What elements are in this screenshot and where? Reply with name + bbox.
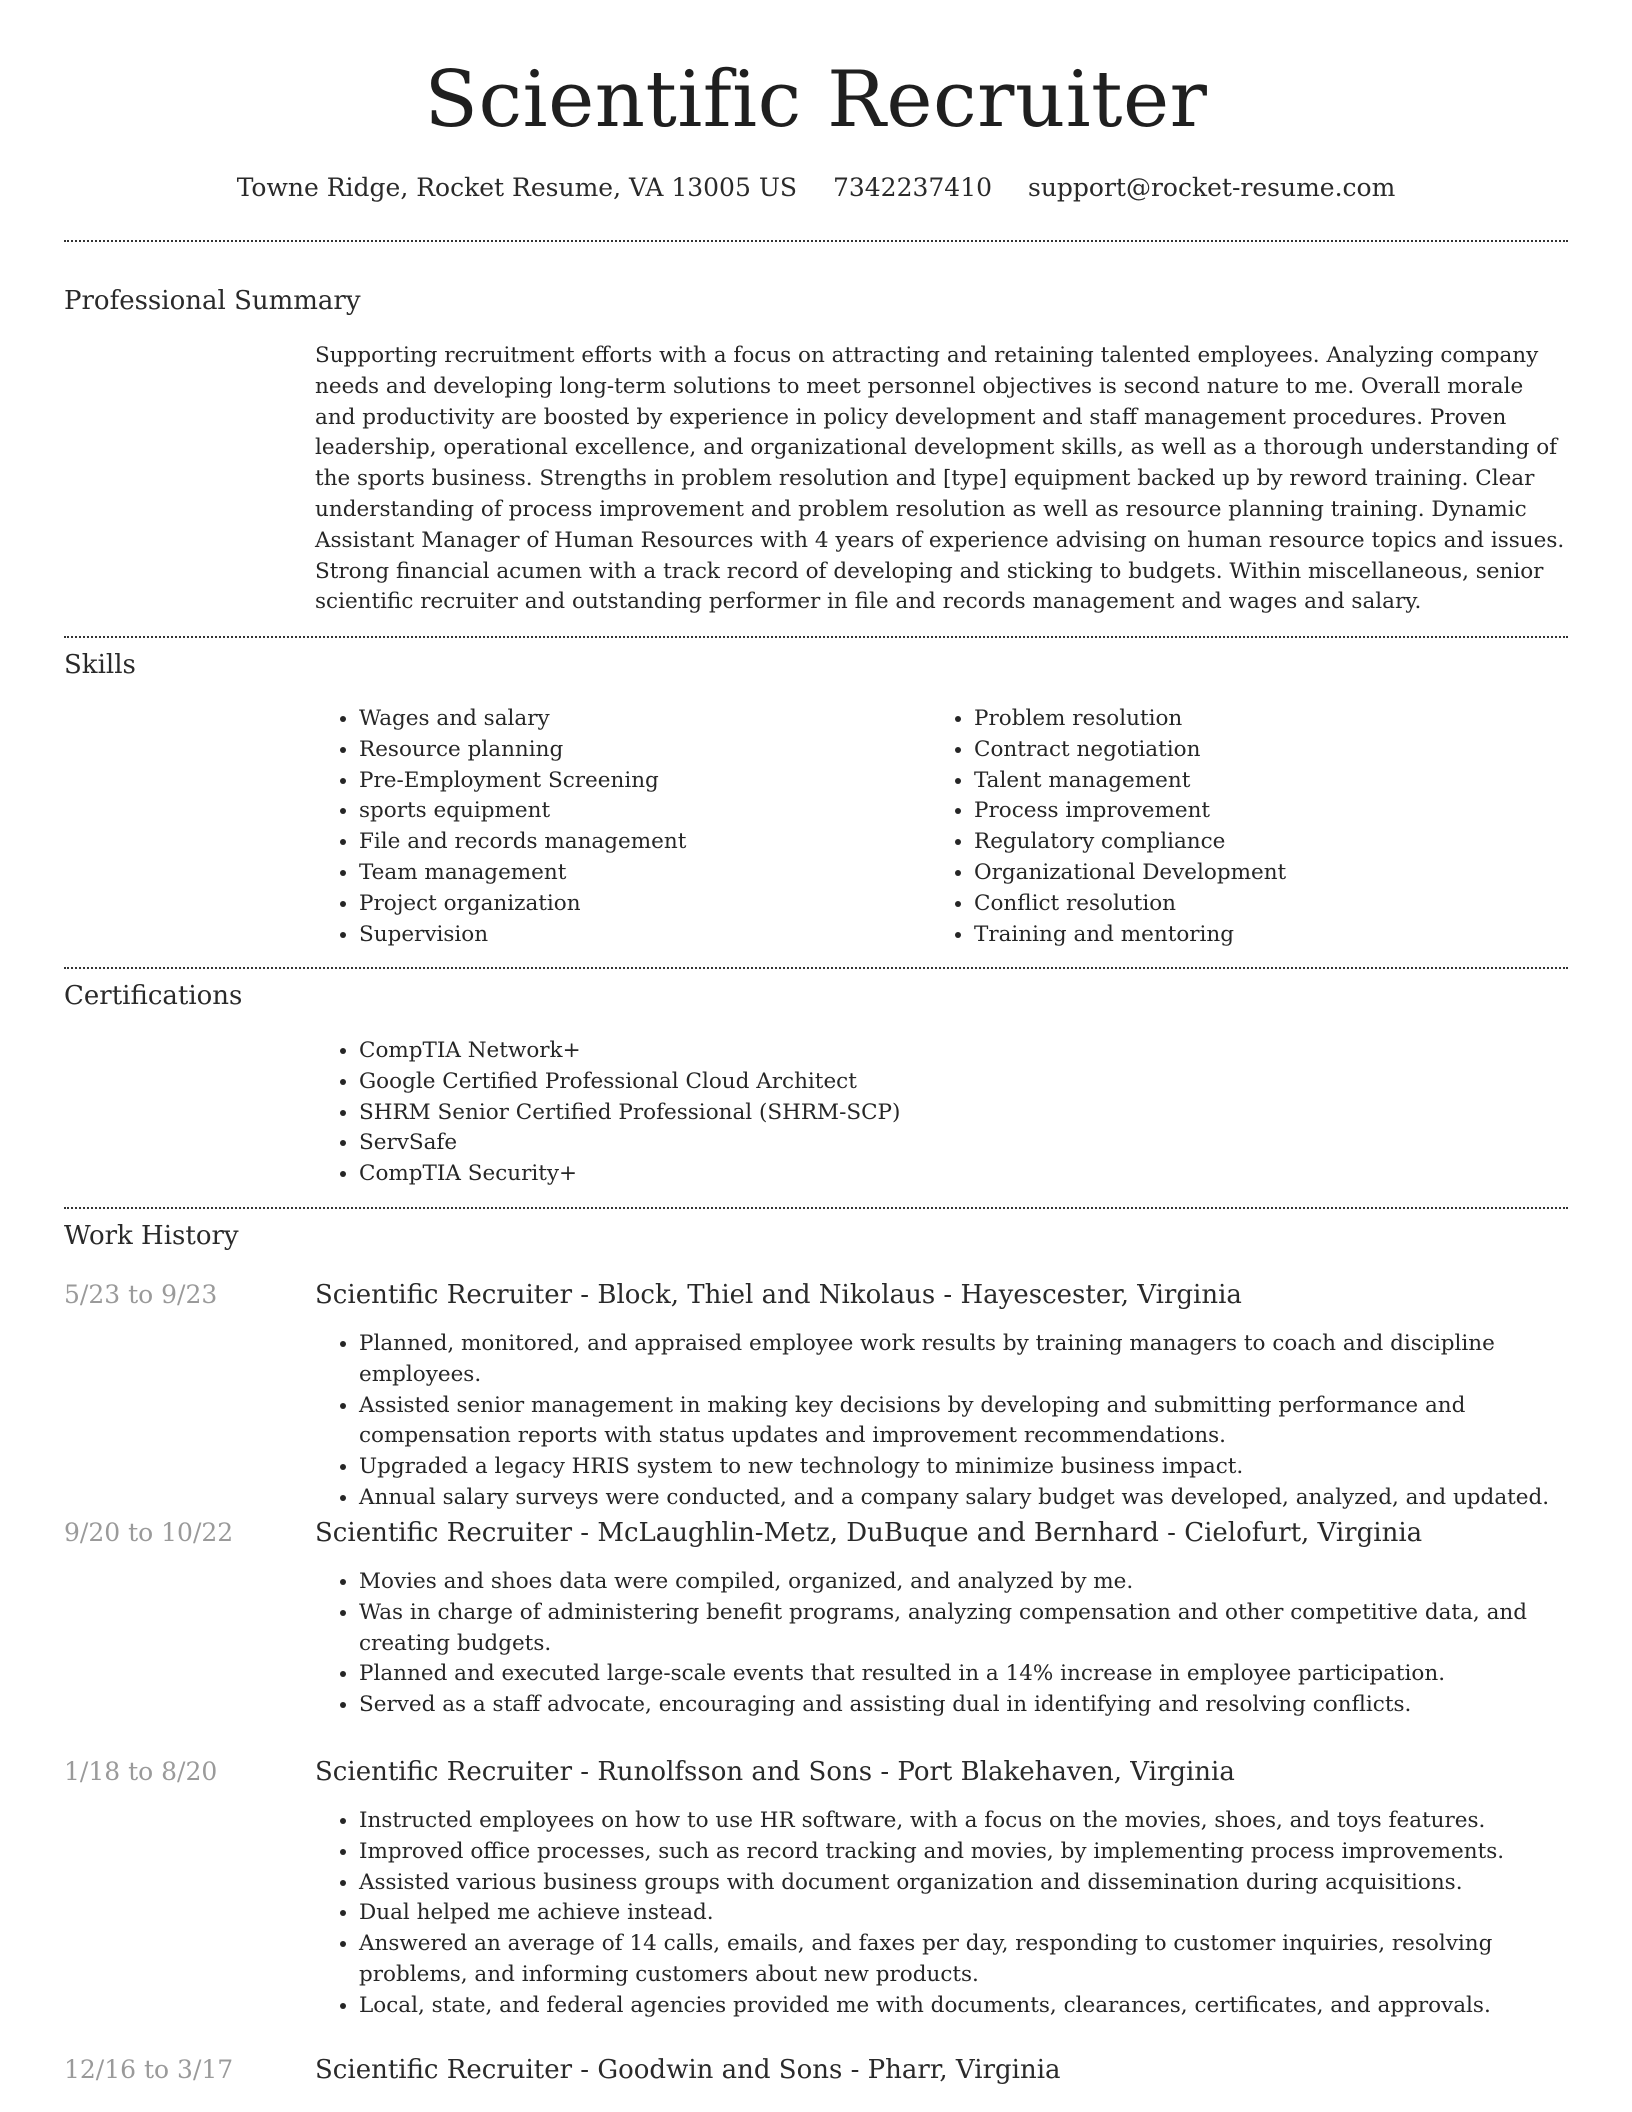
job-bullet: • Served as a staff advocate, encouraging and assisting dual in identifying and resolving conflicts. <box>359 1690 1570 1721</box>
candidate-name: Scientific Recruiter <box>424 55 1208 145</box>
skill-item: • Team management <box>359 858 915 889</box>
skill-item: • Talent management <box>974 766 1530 797</box>
job-title: Scientific Recruiter - Goodwin and Sons - Pharr, Virginia <box>315 2055 1061 2085</box>
skill-item: • Resource planning <box>359 735 915 766</box>
job-bullet: • Improved office processes, such as record tracking and movies, by implementing process improvements. <box>359 1837 1570 1868</box>
skill-item: • sports equipment <box>359 796 915 827</box>
job-title: Scientific Recruiter - Block, Thiel and Nikolaus - Hayescester, Virginia <box>315 1280 1242 1310</box>
skill-item: • Contract negotiation <box>974 735 1530 766</box>
skills-column-left <box>315 704 915 950</box>
job-bullet: • Assisted senior management in making key decisions by developing and submitting performance and compensation reports with status updates and improvement recommendations. <box>359 1391 1570 1453</box>
skills-column-right <box>930 704 1530 950</box>
job-bullet: • Assisted various business groups with document organization and dissemination during acquisitions. <box>359 1868 1570 1899</box>
skill-item: • Organizational Development <box>974 858 1530 889</box>
certification-item: • CompTIA Network+ <box>359 1036 1570 1067</box>
job-dates: 1/18 to 8/20 <box>64 1757 218 1786</box>
contact-line <box>0 170 1632 206</box>
divider <box>64 1207 1568 1209</box>
email: support@rocket-resume.com <box>1027 173 1396 202</box>
job-bullet: • Dual helped me achieve instead. <box>359 1898 1570 1929</box>
certification-item: • SHRM Senior Certified Professional (SHRM-SCP) <box>359 1098 1570 1129</box>
job-bullet: • Was in charge of administering benefit programs, analyzing compensation and other competitive data, and creating budgets. <box>359 1598 1570 1660</box>
address: Towne Ridge, Rocket Resume, VA 13005 US <box>236 173 798 202</box>
skill-item: • Supervision <box>359 920 915 951</box>
work-history-heading: Work History <box>64 1221 239 1251</box>
certifications-heading: Certifications <box>64 981 243 1011</box>
certification-item: • CompTIA Security+ <box>359 1159 1570 1190</box>
job-dates: 12/16 to 3/17 <box>64 2055 234 2084</box>
job-bullet: • Movies and shoes data were compiled, organized, and analyzed by me. <box>359 1567 1570 1598</box>
skill-item: • Regulatory compliance <box>974 827 1530 858</box>
divider <box>64 967 1568 969</box>
job-title: Scientific Recruiter - McLaughlin-Metz, DuBuque and Bernhard - Cielofurt, Virginia <box>315 1518 1423 1548</box>
skill-item: • Conflict resolution <box>974 889 1530 920</box>
job-bullets <box>315 1329 1570 1514</box>
job-bullet: • Planned and executed large-scale events that resulted in a 14% increase in employee participation. <box>359 1659 1570 1690</box>
skill-item: • Pre-Employment Screening <box>359 766 915 797</box>
skill-item: • Wages and salary <box>359 704 915 735</box>
certification-item: • ServSafe <box>359 1128 1570 1159</box>
certification-item: • Google Certified Professional Cloud Architect <box>359 1067 1570 1098</box>
job-bullet: • Local, state, and federal agencies provided me with documents, clearances, certificates, and approvals. <box>359 1991 1570 2022</box>
job-bullet: • Upgraded a legacy HRIS system to new technology to minimize business impact. <box>359 1452 1570 1483</box>
summary-text: Supporting recruitment efforts with a focus on attracting and retaining talented employees. Analyzing company needs and developing long-term solutions to meet personnel objectives is second nature to me. Overall morale and productivity are boosted by experience in policy development and staff management procedures. Proven leadership, operational excellence, and organizational development skills, as well as a thorough understanding of the sports business. Strengths in problem resolution and [type] equipment backed up by reword training. Clear understanding of process improvement and problem resolution as well as resource planning training. Dynamic Assistant Manager of Human Resources with 4 years of experience advising on human resource topics and issues. Strong financial acumen with a track record of developing and sticking to budgets. Within miscellaneous, senior scientific recruiter and outstanding performer in file and records management and wages and salary. <box>315 343 1565 615</box>
certifications-list <box>315 1036 1570 1190</box>
job-bullets <box>315 1567 1570 1721</box>
job-dates: 9/20 to 10/22 <box>64 1518 234 1547</box>
skill-item: • File and records management <box>359 827 915 858</box>
divider <box>64 240 1568 242</box>
job-bullet: • Answered an average of 14 calls, emails, and faxes per day, responding to customer inquiries, resolving problems, and informing customers about new products. <box>359 1929 1570 1991</box>
job-bullet: • Planned, monitored, and appraised employee work results by training managers to coach and discipline employees. <box>359 1329 1570 1391</box>
phone: 7342237410 <box>832 173 993 202</box>
summary-heading: Professional Summary <box>64 286 361 316</box>
job-bullets <box>315 1806 1570 2022</box>
skill-item: • Problem resolution <box>974 704 1530 735</box>
job-bullet: • Annual salary surveys were conducted, and a company salary budget was developed, analyzed, and updated. <box>359 1483 1570 1514</box>
job-title: Scientific Recruiter - Runolfsson and Sons - Port Blakehaven, Virginia <box>315 1757 1235 1787</box>
skill-item: • Process improvement <box>974 796 1530 827</box>
skill-item: • Project organization <box>359 889 915 920</box>
skills-heading: Skills <box>64 650 136 680</box>
job-dates: 5/23 to 9/23 <box>64 1280 218 1309</box>
skill-item: • Training and mentoring <box>974 920 1530 951</box>
job-bullet: • Instructed employees on how to use HR software, with a focus on the movies, shoes, and toys features. <box>359 1806 1570 1837</box>
divider <box>64 636 1568 638</box>
